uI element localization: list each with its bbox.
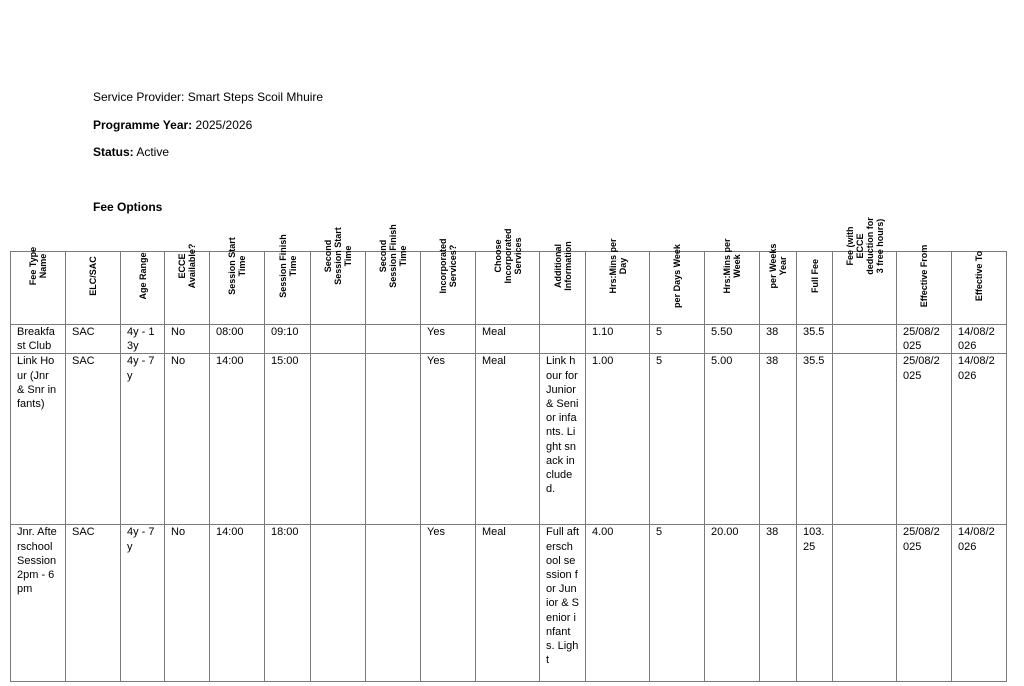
table-cell (833, 525, 897, 682)
column-header: Choose Incorporated Services (476, 252, 540, 325)
table-header-row (11, 252, 1007, 325)
column-header: Full Fee (797, 252, 833, 325)
table-cell (366, 325, 421, 354)
table-cell: Yes (421, 325, 476, 354)
table-cell (540, 325, 586, 354)
table-cell (366, 525, 421, 682)
table-cell: 38 (760, 354, 797, 525)
column-header: Second Session Finish Time (366, 252, 421, 325)
column-header: Additional Information (540, 252, 586, 325)
table-cell (833, 325, 897, 354)
table-cell (311, 325, 366, 354)
table-row (11, 525, 1007, 682)
column-header: per Days Week (650, 252, 705, 325)
table-cell: SAC (66, 325, 121, 354)
table-cell: 4y - 7y (121, 354, 165, 525)
fee-options-heading: Fee Options (93, 200, 163, 214)
column-header: Effective To (952, 252, 1007, 325)
table-cell: 15:00 (265, 354, 311, 525)
table-cell: 4y - 7y (121, 525, 165, 682)
table-row (11, 325, 1007, 354)
column-header: Hrs:Mins per Day (586, 252, 650, 325)
column-header: Effective From (897, 252, 952, 325)
fee-options-table (10, 217, 1007, 682)
table-cell: Meal (476, 325, 540, 354)
table-cell: 5.50 (705, 325, 760, 354)
table-cell: 25/08/2025 (897, 525, 952, 682)
column-header: Session Start Time (210, 252, 265, 325)
table-cell: 4y - 13y (121, 325, 165, 354)
table-cell: 1.10 (586, 325, 650, 354)
table-cell: 5 (650, 325, 705, 354)
table-cell: Link hour for Junior & Senior infants. Light snack included. (540, 354, 586, 525)
table-cell: Full afterschool session for Junior & Senior infants. Light (540, 525, 586, 682)
column-header: per Weeks Year (760, 252, 797, 325)
table-cell: 25/08/2025 (897, 354, 952, 525)
table-cell: Yes (421, 354, 476, 525)
table-cell: 35.5 (797, 325, 833, 354)
table-cell: 38 (760, 325, 797, 354)
column-header: Fee (with ECCE deduction for 3 free hours) (833, 252, 897, 325)
table-cell: 14:00 (210, 525, 265, 682)
table-cell: Breakfast Club (11, 325, 66, 354)
table-cell: Jnr. Afterschool Session 2pm - 6pm (11, 525, 66, 682)
table-cell: Meal (476, 525, 540, 682)
table-cell: 4.00 (586, 525, 650, 682)
table-cell: No (165, 354, 210, 525)
column-header: ELC/SAC (66, 252, 121, 325)
table-cell: Link Hour (Jnr & Snr infants) (11, 354, 66, 525)
programme-year-line (93, 118, 252, 132)
programme-year-value: 2025/2026 (195, 118, 253, 132)
table-cell: 20.00 (705, 525, 760, 682)
column-header: Fee Type Name (11, 252, 66, 325)
table-cell (833, 354, 897, 525)
table-cell (311, 354, 366, 525)
table-cell: Meal (476, 354, 540, 525)
table-cell: 08:00 (210, 325, 265, 354)
table-cell: 5 (650, 525, 705, 682)
table-cell: 14/08/2026 (952, 525, 1007, 682)
status-line (93, 145, 169, 159)
column-header: ECCE Available? (165, 252, 210, 325)
service-provider-line (93, 90, 323, 104)
column-header: Incorporated Services? (421, 252, 476, 325)
table-cell: 09:10 (265, 325, 311, 354)
table-cell: 35.5 (797, 354, 833, 525)
column-header: Hrs:Mins per Week (705, 252, 760, 325)
column-header: Second Session Start Time (311, 252, 366, 325)
service-provider-label: Service Provider: (93, 90, 185, 104)
table-cell: No (165, 525, 210, 682)
column-header: Age Range (121, 252, 165, 325)
table-cell: 103.25 (797, 525, 833, 682)
table-cell: SAC (66, 354, 121, 525)
table-cell: No (165, 325, 210, 354)
service-provider-value: Smart Steps Scoil Mhuire (187, 90, 324, 104)
table-cell (311, 525, 366, 682)
table-cell: SAC (66, 525, 121, 682)
table-cell: 25/08/2025 (897, 325, 952, 354)
programme-year-label: Programme Year: (93, 118, 193, 132)
table-cell: 38 (760, 525, 797, 682)
table-cell: 18:00 (265, 525, 311, 682)
column-header: Session Finish Time (265, 252, 311, 325)
table-cell: 14:00 (210, 354, 265, 525)
table-cell: Yes (421, 525, 476, 682)
table-cell: 14/08/2026 (952, 354, 1007, 525)
table-cell: 5 (650, 354, 705, 525)
table-cell (366, 354, 421, 525)
table-cell: 5.00 (705, 354, 760, 525)
table-cell: 1.00 (586, 354, 650, 525)
status-value: Active (136, 145, 170, 159)
status-label: Status: (93, 145, 134, 159)
table-cell: 14/08/2026 (952, 325, 1007, 354)
table-row (11, 354, 1007, 525)
